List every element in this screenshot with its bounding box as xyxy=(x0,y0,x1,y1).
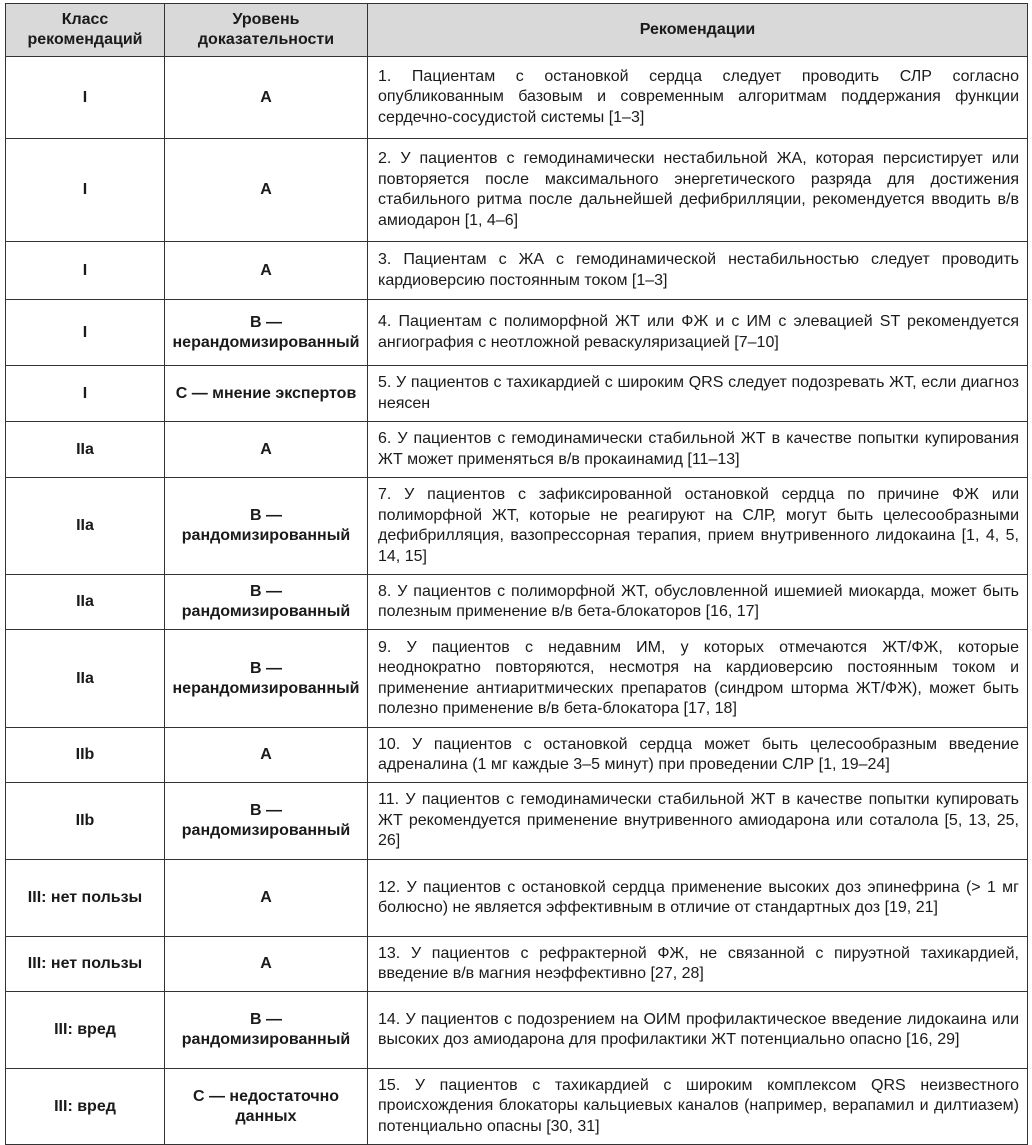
level-cell: A xyxy=(165,422,368,478)
table-row xyxy=(6,300,1028,366)
class-cell: I xyxy=(6,300,165,366)
table-row xyxy=(6,783,1028,860)
table-body xyxy=(6,57,1028,1145)
level-cell: A xyxy=(165,937,368,992)
level-cell: C — недостаточно данных xyxy=(165,1069,368,1145)
recommendation-cell: 15. У пациентов с тахикардией с широким комплексом QRS неизвестного происхождения блокаторы кальциевых каналов (например, верапамил и дилтиазем) потенциально опасны [30, 31] xyxy=(368,1069,1028,1145)
recommendation-cell: 13. У пациентов с рефрактерной ФЖ, не связанной с пируэтной тахикардией, введение в/в магния неэффективно [27, 28] xyxy=(368,937,1028,992)
header-level: Уровень доказательности xyxy=(165,4,368,57)
class-cell: I xyxy=(6,139,165,242)
level-cell: C — мнение экспертов xyxy=(165,366,368,422)
recommendation-cell: 14. У пациентов с подозрением на ОИМ профилактическое введение лидокаина или высоких доз амиодарона для профилактики ЖТ потенциально опасно [16, 29] xyxy=(368,992,1028,1069)
recommendation-cell: 8. У пациентов с полиморфной ЖТ, обусловленной ишемией миокарда, может быть полезным применение в/в бета-блокаторов [16, 17] xyxy=(368,575,1028,630)
class-cell: III: нет пользы xyxy=(6,860,165,937)
recommendation-cell: 1. Пациентам с остановкой сердца следует проводить СЛР согласно опубликованным базовым и современным алгоритмам поддержания функции сердечно-сосудистой системы [1–3] xyxy=(368,57,1028,139)
class-cell: IIb xyxy=(6,728,165,783)
class-cell: III: вред xyxy=(6,1069,165,1145)
recommendation-cell: 4. Пациентам с полиморфной ЖТ или ФЖ и с ИМ с элевацией ST рекомендуется ангиография с неотложной реваскуляризацией [7–10] xyxy=(368,300,1028,366)
class-cell: III: нет пользы xyxy=(6,937,165,992)
level-cell: B — рандомизированный xyxy=(165,783,368,860)
recommendation-cell: 10. У пациентов с остановкой сердца может быть целесообразным введение адреналина (1 мг каждые 3–5 минут) при проведении СЛР [1, 19–24] xyxy=(368,728,1028,783)
recommendation-cell: 7. У пациентов с зафиксированной остановкой сердца по причине ФЖ или полиморфной ЖТ, которые не реагируют на СЛР, могут быть целесообразными дефибрилляция, вазопрессорная терапия, прием внутривенного лидокаина [1, 4, 5, 14, 15] xyxy=(368,478,1028,575)
recommendation-cell: 2. У пациентов с гемодинамически нестабильной ЖА, которая персистирует или повторяется после максимального энергетического разряда для достижения стабильного ритма после дальнейшей дефибрилляции, рекомендуется вводить в/в амиодарон [1, 4–6] xyxy=(368,139,1028,242)
table-row xyxy=(6,992,1028,1069)
level-cell: A xyxy=(165,242,368,300)
level-cell: B — нерандомизированный xyxy=(165,630,368,728)
header-class: Класс рекомендаций xyxy=(6,4,165,57)
level-cell: A xyxy=(165,728,368,783)
table-row xyxy=(6,366,1028,422)
level-cell: B — рандомизированный xyxy=(165,575,368,630)
recommendation-cell: 6. У пациентов с гемодинамически стабильной ЖТ в качестве попытки купирования ЖТ может применяться в/в прокаинамид [11–13] xyxy=(368,422,1028,478)
header-row xyxy=(6,4,1028,57)
class-cell: IIb xyxy=(6,783,165,860)
level-cell: A xyxy=(165,860,368,937)
class-cell: III: вред xyxy=(6,992,165,1069)
table-row xyxy=(6,860,1028,937)
recommendation-cell: 11. У пациентов с гемодинамически стабильной ЖТ в качестве попытки купировать ЖТ рекомендуется применение внутривенного амиодарона или соталола [5, 13, 25, 26] xyxy=(368,783,1028,860)
level-cell: B — рандомизированный xyxy=(165,478,368,575)
recommendation-cell: 12. У пациентов с остановкой сердца применение высоких доз эпинефрина (> 1 мг болюсно) не является эффективным в отличие от стандартных доз [19, 21] xyxy=(368,860,1028,937)
table-header xyxy=(6,4,1028,57)
table-row xyxy=(6,57,1028,139)
class-cell: I xyxy=(6,57,165,139)
table-row xyxy=(6,422,1028,478)
recommendations-table xyxy=(5,3,1028,1145)
level-cell: B — рандомизированный xyxy=(165,992,368,1069)
table-row xyxy=(6,139,1028,242)
level-cell: B — нерандомизированный xyxy=(165,300,368,366)
class-cell: IIa xyxy=(6,422,165,478)
class-cell: IIa xyxy=(6,630,165,728)
table-row xyxy=(6,575,1028,630)
header-recommendation: Рекомендации xyxy=(368,4,1028,57)
table-row xyxy=(6,728,1028,783)
table-row xyxy=(6,630,1028,728)
table-row xyxy=(6,478,1028,575)
table-row xyxy=(6,242,1028,300)
level-cell: A xyxy=(165,139,368,242)
table-row xyxy=(6,1069,1028,1145)
class-cell: I xyxy=(6,366,165,422)
table-row xyxy=(6,937,1028,992)
recommendation-cell: 3. Пациентам с ЖА с гемодинамической нестабильностью следует проводить кардиоверсию постоянным током [1–3] xyxy=(368,242,1028,300)
recommendation-cell: 5. У пациентов с тахикардией с широким QRS следует подозревать ЖТ, если диагноз неясен xyxy=(368,366,1028,422)
class-cell: IIa xyxy=(6,575,165,630)
level-cell: A xyxy=(165,57,368,139)
class-cell: IIa xyxy=(6,478,165,575)
class-cell: I xyxy=(6,242,165,300)
recommendation-cell: 9. У пациентов с недавним ИМ, у которых отмечаются ЖТ/ФЖ, которые неоднократно повторяются, несмотря на кардиоверсию постоянным током и применение антиаритмических препаратов (синдром шторма ЖТ/ФЖ), может быть полезно применение в/в бета-блокатора [17, 18] xyxy=(368,630,1028,728)
